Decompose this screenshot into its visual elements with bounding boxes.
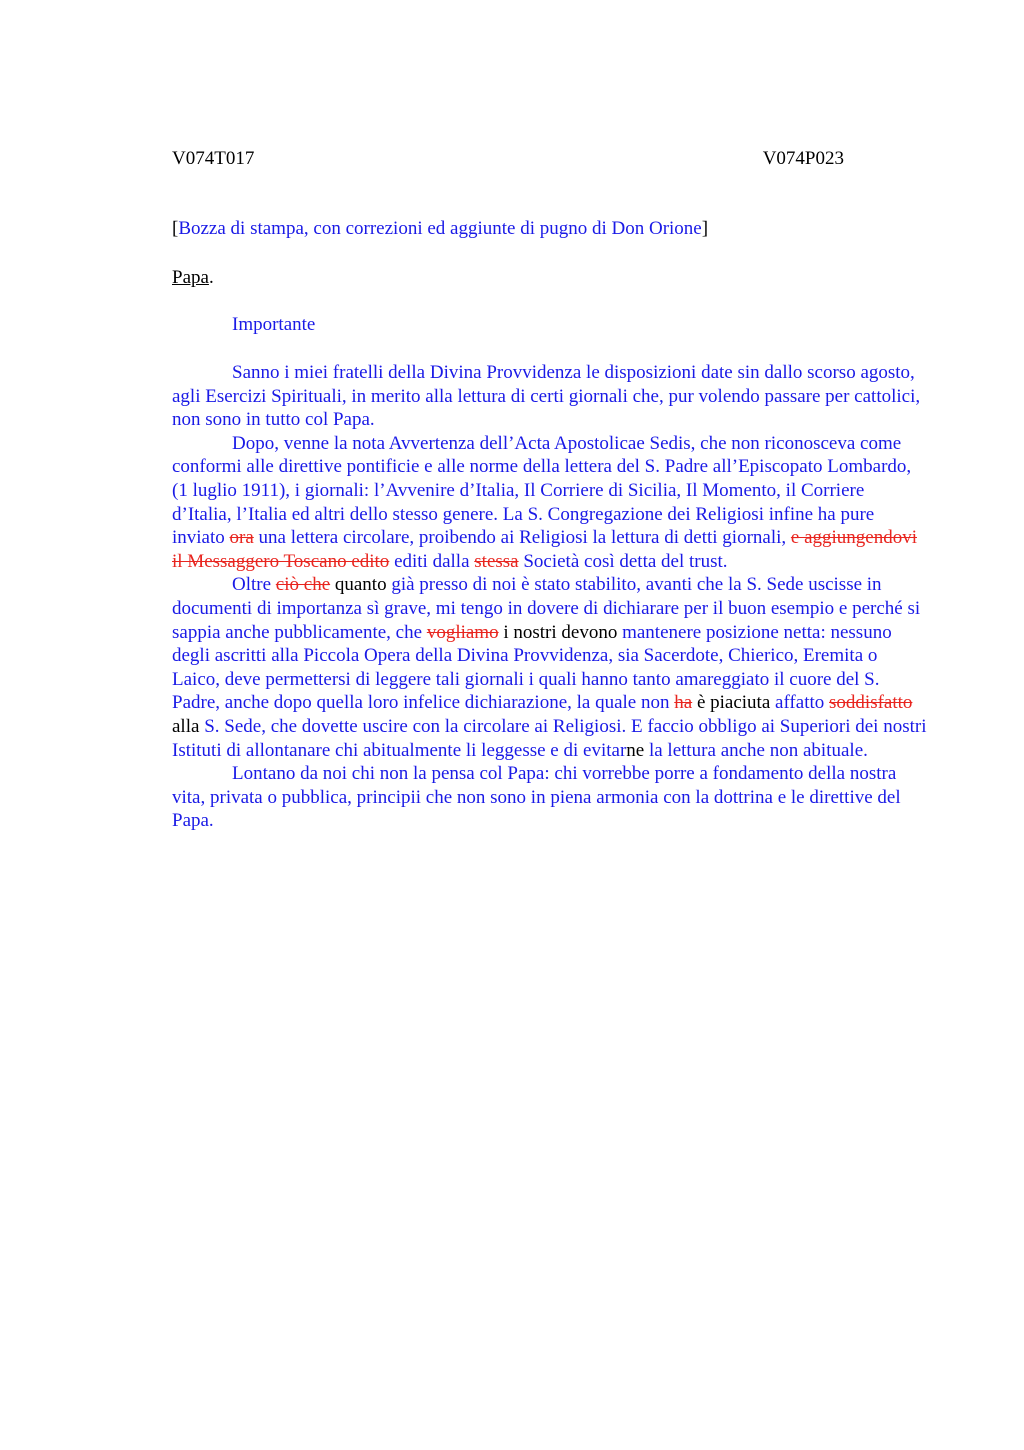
deleted-text: ha — [674, 692, 693, 714]
paragraph-text: S. Sede, che dovette uscire con la circolare ai Religiosi. E faccio obbligo ai Superiori dei nostri Istituti di allontanare chi abitualmente li leggesse e di evitar — [172, 715, 927, 761]
note-text: Bozza di stampa, con correzioni ed aggiunte di pugno di Don Orione — [178, 218, 702, 239]
deleted-text: ciò che — [275, 574, 331, 596]
deleted-text: soddisfatto — [829, 692, 913, 714]
paragraph-text: Dopo, venne la nota Avvertenza dell’Acta Apostolicae Sedis, che non riconosceva come conformi alle direttive pontificie e alle norme della lettera del S. Padre all’Episcopato Lombardo, (1 luglio 1911), i giornali: l’Avvenire d’Italia, Il Corriere di Sicilia, Il Momento, il Corriere d’Italia, l’Italia ed altri dello stesso genere. La S. Congregazione dei Religiosi infine ha pure inviato — [172, 432, 912, 549]
editorial-note — [172, 217, 708, 241]
paragraph-text: già presso di noi è stato stabilito, avanti che la S. Sede uscisse in documenti di importanza sì grave, mi tengo in dovere di dichiarare per il buon esempio e perché si sappia anche pubblicamente, che — [172, 574, 921, 643]
inserted-text: alla — [172, 715, 200, 737]
paragraph-text: la lettura anche non abituale. — [644, 739, 868, 761]
paragraph-text: Lontano da noi chi non la pensa col Papa: chi vorrebbe porre a fondamento della nostra vita, privata o pubblica, principii che non sono in piena armonia con la dottrina e le direttive del Papa. — [172, 763, 901, 832]
volume-page-id: V074P023 — [762, 148, 844, 169]
body-paragraph — [172, 361, 928, 432]
paragraph-text: Società così detta del trust. — [518, 550, 728, 572]
paragraph-text: affatto — [770, 692, 830, 714]
deleted-text: vogliamo — [426, 621, 499, 643]
keyword-papa: Papa — [172, 267, 209, 288]
keyword-label — [172, 266, 214, 290]
body-paragraph — [172, 573, 928, 762]
paragraph-text: una lettera circolare, proibendo ai Religiosi la lettura di detti giornali, — [253, 527, 791, 549]
note-close-bracket: ] — [701, 218, 709, 239]
keyword-period: . — [208, 267, 214, 288]
volume-text-id: V074T017 — [172, 148, 255, 169]
inserted-text: quanto — [330, 574, 387, 596]
inserted-text: i nostri devono — [498, 621, 618, 643]
document-heading: Importante — [232, 314, 316, 335]
inserted-text: ne — [626, 739, 645, 761]
deleted-text: e aggiungendovi il Messaggero Toscano edito — [172, 527, 917, 572]
document-body — [172, 361, 928, 833]
deleted-text: stessa — [474, 550, 519, 572]
inserted-text: è piaciuta — [692, 692, 771, 714]
paragraph-text: Oltre — [232, 574, 276, 596]
paragraph-text: Sanno i miei fratelli della Divina Provvidenza le disposizioni date sin dallo scorso agosto, agli Esercizi Spirituali, in merito alla lettura di certi giornali che, pur volendo passare per cattolici, non sono in tutto col Papa. — [172, 362, 921, 431]
body-paragraph — [172, 762, 928, 833]
paragraph-text: mantenere posizione netta: nessuno degli ascritti alla Piccola Opera della Divina Provvidenza, sia Sacerdote, Chierico, Eremita o Laico, deve permettersi di leggere tali giornali i quali hanno tanto amareggiato il cuore del S. Padre, anche dopo quella loro infelice dichiarazione, la quale non — [172, 621, 892, 714]
note-open-bracket: [ — [172, 218, 179, 239]
deleted-text: ora — [229, 527, 254, 549]
body-paragraph — [172, 432, 928, 574]
paragraph-text: editi dalla — [389, 550, 475, 572]
